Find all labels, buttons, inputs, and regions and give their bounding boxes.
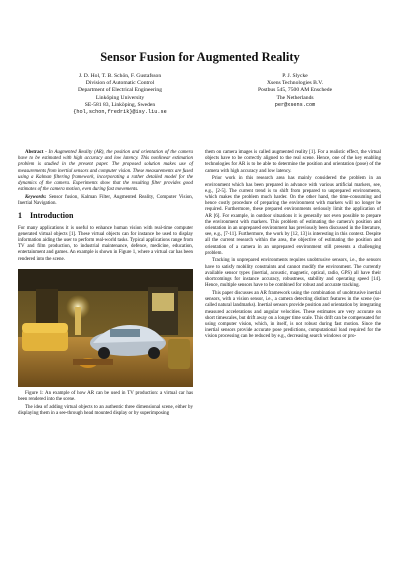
author-email: {hol,schon,fredrik}@isy.liu.se	[73, 109, 167, 116]
paragraph: them on camera images is called augmented reality [1]. For a realistic effect, the virtual objects have to be correctly aligned to the real scene. Hence, one of the key enabling technologies for AR is to be able to determine the position and orientation (pose) of the camera with high accuracy and low latency.	[205, 150, 381, 174]
author-names: P. J. Slycke	[282, 73, 308, 79]
figure-caption: Figure 1: An example of how AR can be used in TV production: a virtual car has been rendered into the scene.	[18, 390, 193, 402]
section-title: Introduction	[30, 211, 74, 221]
author-block-left	[30, 73, 210, 116]
author-email: per@xsens.com	[274, 101, 316, 108]
section-heading	[18, 213, 193, 219]
keywords	[18, 195, 193, 207]
author-address: Postbus 545, 7500 AM Enschede	[257, 87, 333, 94]
author-affiliation: Department of Electrical Engineering	[77, 87, 163, 94]
paragraph: This paper discusses an AR framework using the combination of unobtrusive inertial sensors, with a vision sensor, i.e., a camera detecting distinct features in the scene (so-called natural landmarks). Inertial sensors provide position and orientation by integrating measured accelerations and angular velocities. These estimates are very accurate on short timescales, but drift away on a longer time scale. This drift can be compensated for using computer vision, which, in itself, is not robust during fast motion. Since the inertial sensors provide accurate pose predictions, computational load required for the vision processing can be reduced by e.g., decreasing search windows or pro-	[205, 290, 381, 340]
paragraph: For many applications it is useful to enhance human vision with real-time computer generated virtual objects [1]. These virtual objects can for instance be used to display information aiding the user to perform real-world tasks. Typical applications range from TV and film production, to industrial maintenance, defence, medicine, education, entertainment and games. An example is shown in Figure 1, where a virtual car has been rendered into the scene.	[18, 225, 193, 262]
abstract-text: - In Augmented Reality (AR), the position and orientation of the camera have to be estimated with high accuracy and low latency. This nonlinear estimation problem is studied in the present paper. The proposed solution makes use of measurements from inertial sensors and computer vision. These measurements are fused using a Kalman filtering framework, incorporating a rather detailed model for the dynamics of the camera. Experiments show that the resulting filter provides good estimates of the camera motion, even during fast movements.	[18, 150, 193, 193]
keywords-text: Sensor fusion, Kalman Filter, Augmented Reality, Computer Vision, Inertial Navigation.	[18, 194, 193, 207]
right-column	[205, 150, 381, 342]
left-column	[18, 150, 193, 419]
section-number: 1	[18, 211, 22, 221]
author-block-right	[215, 73, 375, 109]
author-address: SE-581 83, Linköping, Sweden	[84, 101, 156, 108]
paper-title: Sensor Fusion for Augmented Reality	[100, 50, 300, 64]
paragraph: The idea of adding virtual objects to an authentic three dimensional scene, either by displaying them in a see-through head mounted display or by superimposing	[18, 404, 193, 416]
author-affiliation: Linköping University	[95, 94, 145, 101]
author-country: The Netherlands	[276, 94, 314, 101]
author-affiliation: Xsens Technologies B.V.	[267, 80, 323, 87]
author-names: J. D. Hol, T. B. Schön, F. Gustafsson	[78, 73, 162, 79]
tv-studio-photo	[18, 269, 193, 387]
abstract	[18, 150, 193, 193]
paragraph: Prior work in this research area has mainly considered the problem in an environment which has been prepared in advance with various artificial markers, see, e.g., [2-5]. The current trend is to shift from prepared to unprepared environments, which makes the problem much harder. On the other hand, the time-consuming and hence costly procedure of preparing the environment with markers will no longer be required. Furthermore, these prepared environments seriously limit the application of AR [6]. For example, in outdoor situations it is generally not even possible to prepare the environment with markers. This problem of estimating the camera's position and orientation in an unprepared environment has previously been discussed in the literature, see, e.g., [7-11]. Furthermore, the work by [12, 13] is interesting in this context. Despite all the current research within the area, the objective of estimating the position and orientation of a camera in an unprepared environment still presents a challenging problem.	[205, 176, 381, 256]
abstract-label: Abstract	[25, 150, 44, 155]
figure-image	[18, 269, 193, 387]
author-affiliation: Division of Automatic Control	[85, 80, 155, 87]
paragraph: Tracking in unprepared environments requires unobtrusive sensors, i.e., the sensors have to satisfy mobility constraints and cannot modify the environment. The currently available sensor types (inertial, acoustic, magnetic, optical, radio, GPS) all have their shortcomings for instance accuracy, robustness, stability and operating speed [14]. Hence, multiple sensors have to be combined for robust and accurate tracking.	[205, 258, 381, 289]
keywords-label: Keywords:	[25, 194, 47, 200]
